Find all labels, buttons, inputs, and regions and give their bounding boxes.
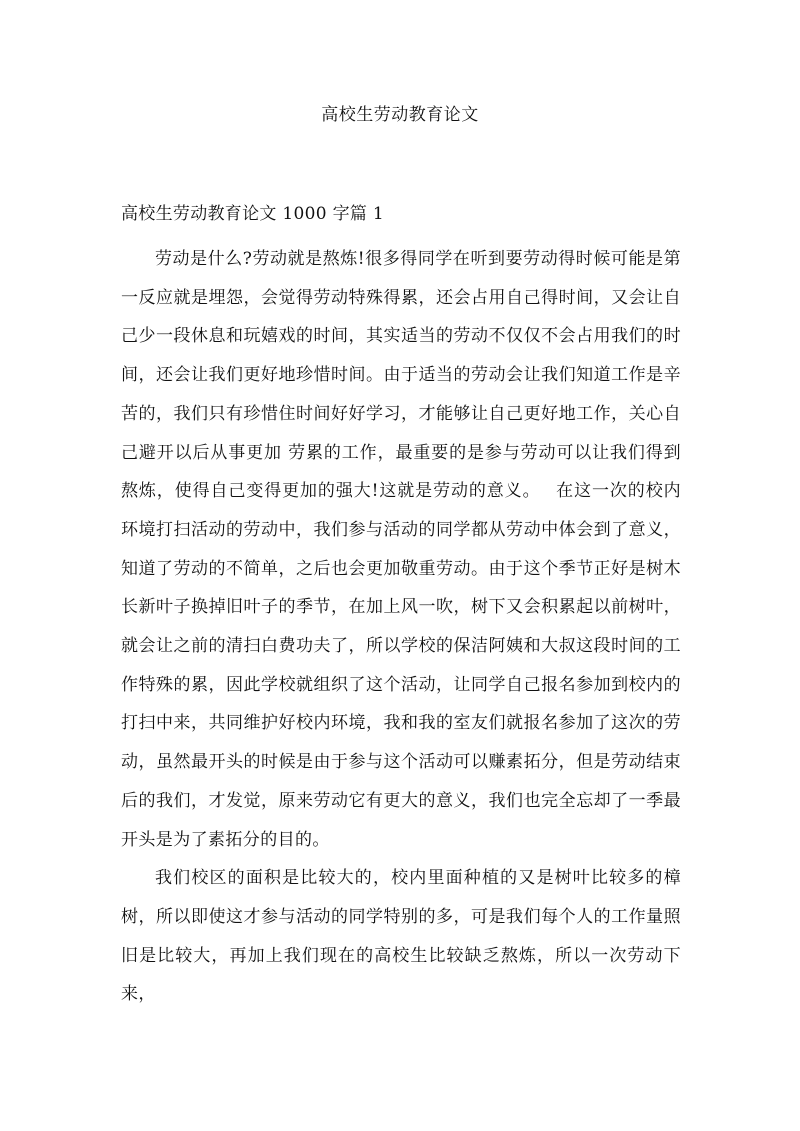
paragraph-1: 劳动是什么?劳动就是熬炼!很多得同学在听到要劳动得时候可能是第一反应就是埋怨，会觉得劳动特殊得累，还会占用自己得时间，又会让自己少一段休息和玩嬉戏的时间，其实适当的劳动不仅仅不会占用我们的时间，还会让我们更好地珍惜时间。由于适当的劳动会让我们知道工作是辛苦的，我们只有珍惜住时间好好学习，才能够让自己更好地工作，关心自己避开以后从事更加 劳累的工作，最重要的是参与劳动可以让我们得到熬炼，使得自己变得更加的强大!这就是劳动的意义。 在这一次的校内环境打扫活动的劳动中，我们参与活动的同学都从劳动中体会到了意义，知道了劳动的不简单，之后也会更加敬重劳动。由于这个季节正好是树木长新叶子换掉旧叶子的季节，在加上风一吹，树下又会积累起以前树叶，就会让之前的清扫白费功夫了，所以学校的保洁阿姨和大叔这段时间的工作特殊的累，因此学校就组织了这个活动，让同学自己报名参加到校内的打扫中来，共同维护好校内环境，我和我的室友们就报名参加了这次的劳动，虽然最开头的时候是由于参与这个活动可以赚素拓分，但是劳动结束后的我们，才发觉，原来劳动它有更大的意义，我们也完全忘却了一季最开头是为了素拓分的目的。 xyxy=(121,249,681,850)
document-title: 高校生劳动教育论文 xyxy=(321,105,479,125)
body-text xyxy=(121,240,681,1014)
paragraph-2: 我们校区的面积是比较大的，校内里面种植的又是树叶比较多的樟树，所以即使这才参与活动的同学特别的多，可是我们每个人的工作量照旧是比较大，再加上我们现在的高校生比较缺乏熬炼，所以一次劳动下来， xyxy=(121,868,681,1005)
section-heading: 高校生劳动教育论文 1000 字篇 1 xyxy=(121,204,384,224)
